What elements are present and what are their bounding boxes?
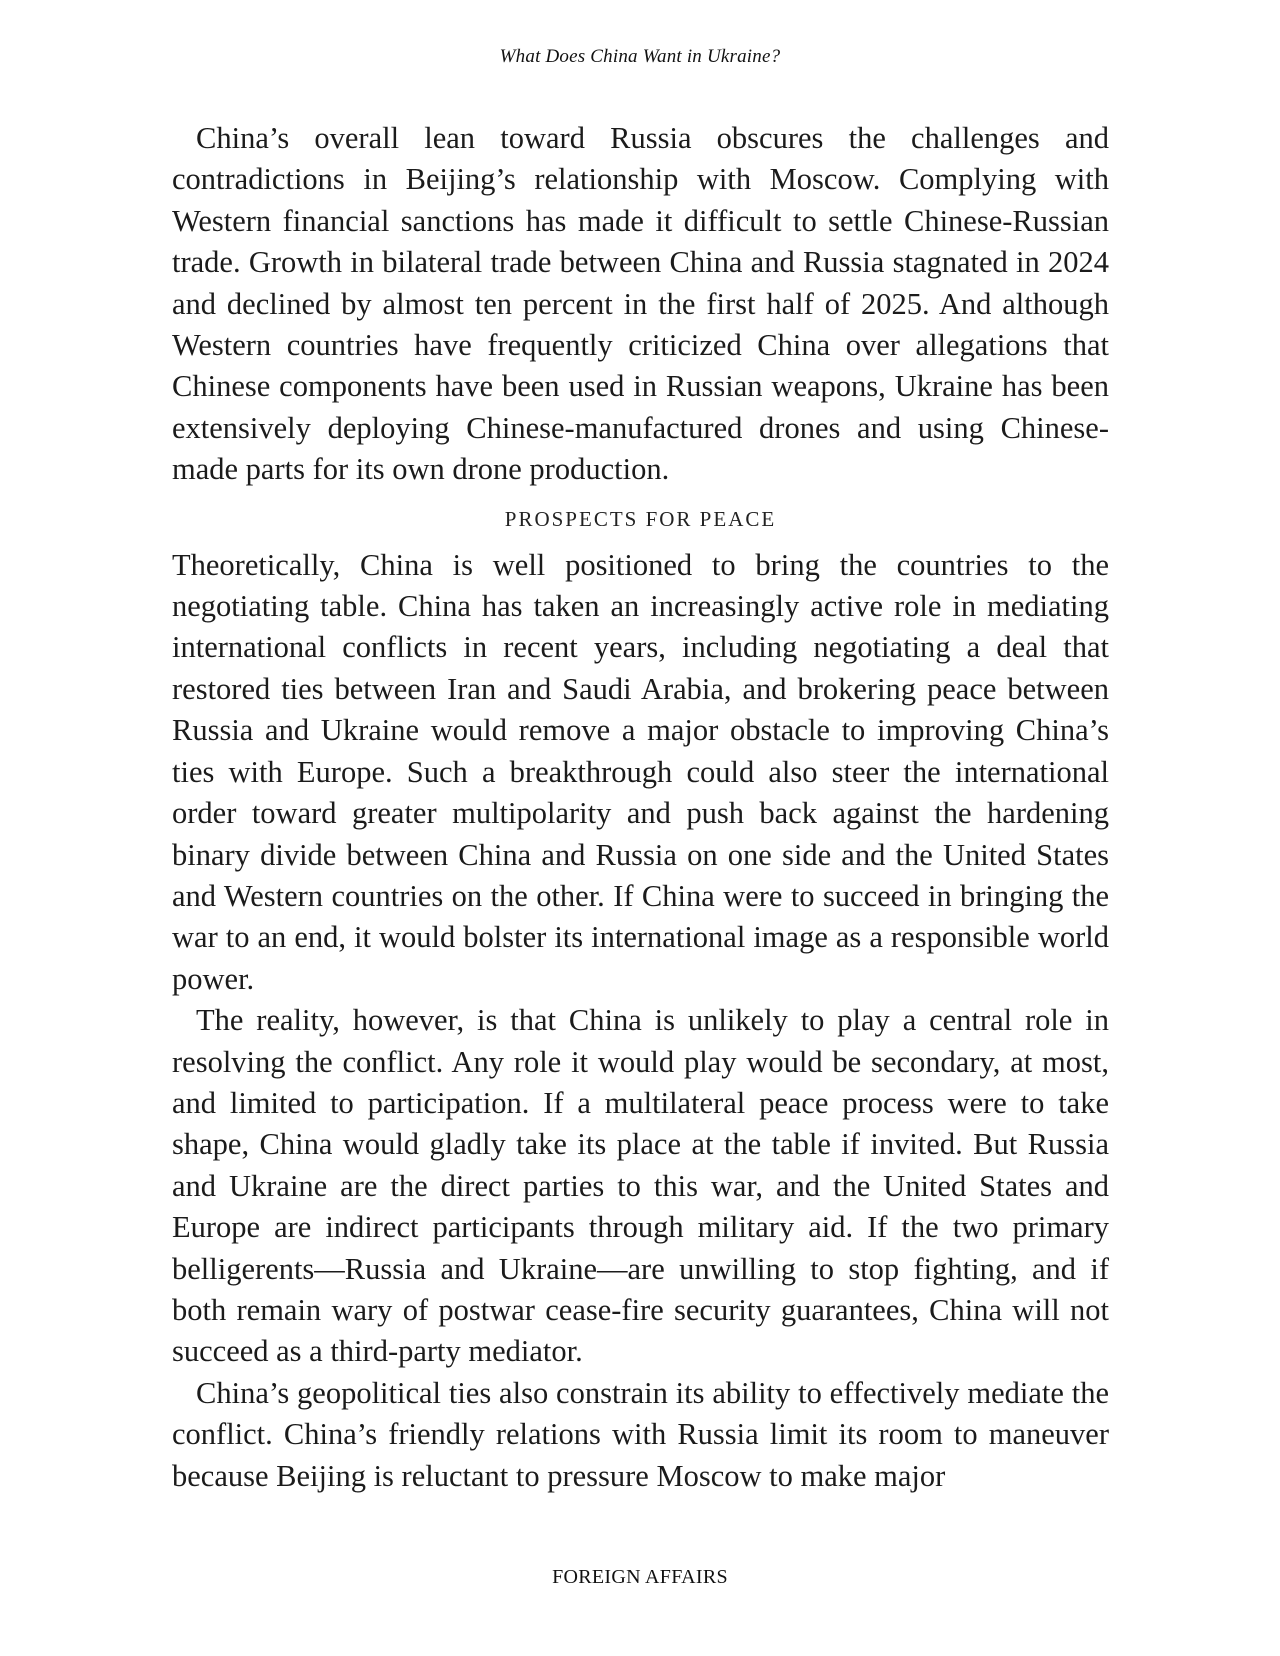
paragraph-geopolitical-ties: China’s geopolitical ties also constrain its ability to effectively mediate the conflict. China’s friendly relations with Russia limit its room to maneuver because Beijing is reluctant to pressure Moscow to make major <box>172 1375 1109 1493</box>
footer-publication: FOREIGN AFFAIRS <box>552 1566 728 1588</box>
paragraph-theoretical-mediation: Theoretically, China is well positioned to bring the countries to the negotiating table. China has taken an increasingly active role in mediating international conflicts in recent years, including negotiating a deal that restored ties between Iran and Saudi Arabia, and brokering peace between Russia and Ukraine would remove a major obstacle to improving China’s ties with Europe. Such a breakthrough could also steer the international order toward greater multipolarity and push back against the hardening binary divide between China and Russia on one side and the United States and Western countries on the other. If China were to succeed in bringing the war to an end, it would bolster its international image as a responsible world power. <box>172 547 1109 996</box>
section-heading: PROSPECTS FOR PEACE <box>504 506 777 531</box>
running-head-title: What Does China Want in Ukraine? <box>499 46 781 67</box>
paragraph-sanctions-trade: China’s overall lean toward Russia obscures the challenges and contradictions in Beijing’s relationship with Moscow. Complying with Western financial sanctions has made it difficult to settle Chinese-Russian trade. Growth in bilateral trade between China and Russia stagnated in 2024 and declined by almost ten percent in the first half of 2025. And although Western countries have frequently criticized China over allegations that Chinese components have been used in Russian weapons, Ukraine has been extensively deploying Chinese-manufactured drones and using Chinese-made parts for its own drone production. <box>172 121 1109 487</box>
article-body <box>172 118 1109 1497</box>
paragraph-reality-role: The reality, however, is that China is unlikely to play a central role in resolving the conflict. Any role it would play would be secondary, at most, and limited to participation. If a multilateral peace process were to take shape, China would gladly take its place at the table if invited. But Russia and Ukraine are the direct parties to this war, and the United States and Europe are indirect participants through military aid. If the two primary belligerents—Russia and Ukraine—are unwilling to stop fighting, and if both remain wary of postwar cease-fire security guarantees, China will not succeed as a third-party mediator. <box>172 1003 1109 1369</box>
